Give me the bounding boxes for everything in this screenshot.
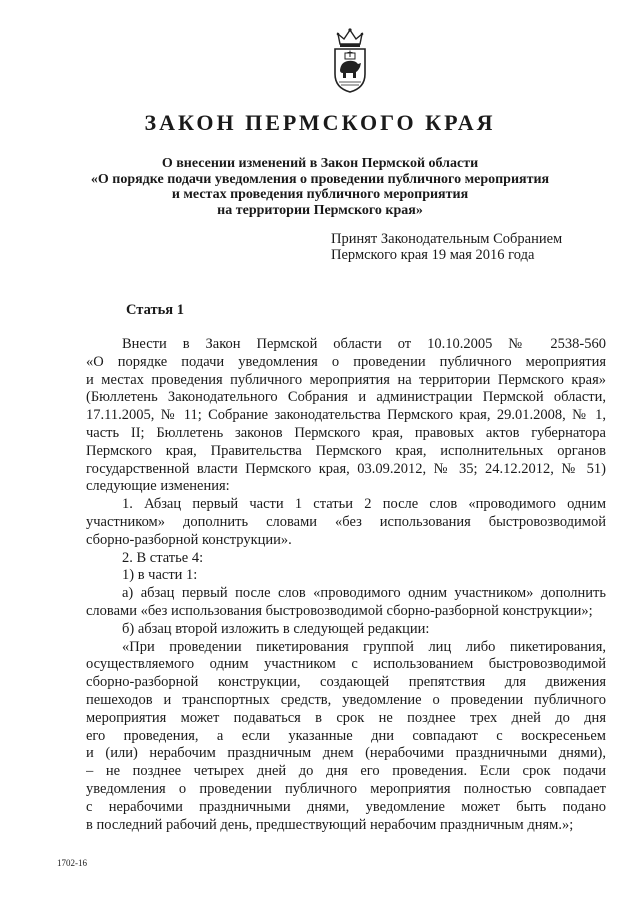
law-title: ЗАКОН ПЕРМСКОГО КРАЯ bbox=[144, 110, 496, 135]
body-line: Пермского края, Правительства Пермского края, исполнительных органов bbox=[86, 442, 606, 459]
body-line: и (или) нерабочим праздничным днем (нерабочими праздничными днями), bbox=[86, 745, 606, 762]
body-line: его проведения, а если указанные дни совпадают с воскресеньем bbox=[86, 727, 606, 744]
body-line: а) абзац первый после слов «проводимого одним участником» дополнить bbox=[122, 585, 606, 602]
subtitle-line: и местах проведения публичного мероприятия bbox=[171, 187, 469, 202]
body-line: 2. В статье 4: bbox=[122, 549, 204, 566]
subtitle-line: О внесении изменений в Закон Пермской области bbox=[161, 156, 479, 171]
body-line: Внести в Закон Пермской области от 10.10.2005 № 2538-560 bbox=[122, 336, 606, 352]
body-line: в последний рабочий день, предшествующий нерабочим праздничным дням.»; bbox=[86, 816, 574, 833]
body-line: б) абзац второй изложить в следующей редакции: bbox=[122, 620, 430, 637]
body-line: 1. Абзац первый части 1 статьи 2 после слов «проводимого одним bbox=[122, 496, 606, 513]
body-line: 17.11.2005, № 11; Собрание законодательства Пермского края, 29.01.2008, № 1, bbox=[86, 407, 606, 424]
body-line: осуществляемого одним участником с использованием быстровозводимой bbox=[86, 656, 606, 673]
body-line: с нерабочими праздничными днями, уведомление может быть подано bbox=[86, 798, 606, 815]
body-line: словами «без использования быстровозводимой сборно-разборной конструкции»; bbox=[86, 602, 593, 619]
adoption-line: Пермского края 19 мая 2016 года bbox=[331, 246, 535, 263]
body-line: сборно-разборной конструкции, создающей препятствия для движения bbox=[86, 674, 606, 691]
body-line: мероприятия может подаваться в срок не позднее трех дней до дня bbox=[86, 709, 606, 726]
body-line: следующие изменения: bbox=[86, 478, 230, 495]
body-line: пешеходов и транспортных средств, уведомление о проведении публичного bbox=[86, 691, 606, 708]
body-line: участником» дополнить словами «без использования быстровозводимой bbox=[86, 513, 606, 530]
body-line: 1) в части 1: bbox=[122, 567, 198, 584]
body-line: часть II; Бюллетень законов Пермского края, правовых актов губернатора bbox=[86, 424, 606, 441]
body-line: уведомления о проведении публичного мероприятия полностью совпадает bbox=[86, 780, 606, 797]
body-line: и местах проведения публичного мероприятия на территории Пермского края» bbox=[86, 371, 606, 388]
coat-of-arms-icon bbox=[328, 26, 372, 94]
article-heading: Статья 1 bbox=[126, 302, 184, 318]
document-code: 1702-16 bbox=[57, 858, 87, 868]
body-line: государственной власти Пермского края, 03.09.2012, № 35; 24.12.2012, № 51) bbox=[86, 460, 606, 477]
law-subtitle bbox=[0, 156, 640, 218]
adoption-note bbox=[331, 232, 562, 263]
adoption-line: Принят Законодательным Собранием bbox=[331, 231, 563, 247]
body-line: (Бюллетень Законодательного Собрания и администрации Пермской области, bbox=[86, 389, 606, 406]
body-line: сборно-разборной конструкции». bbox=[86, 531, 292, 548]
body-line: «При проведении пикетирования группой лиц либо пикетирования, bbox=[122, 638, 606, 655]
body-line: «О порядке подачи уведомления о проведении публичного мероприятия bbox=[86, 353, 606, 370]
article-body bbox=[86, 336, 606, 834]
subtitle-line: на территории Пермского края» bbox=[217, 202, 423, 218]
body-line: – не позднее четырех дней до дня его проведения. Если срок подачи bbox=[86, 763, 606, 780]
subtitle-line: «О порядке подачи уведомления о проведении публичного мероприятия bbox=[90, 171, 550, 187]
